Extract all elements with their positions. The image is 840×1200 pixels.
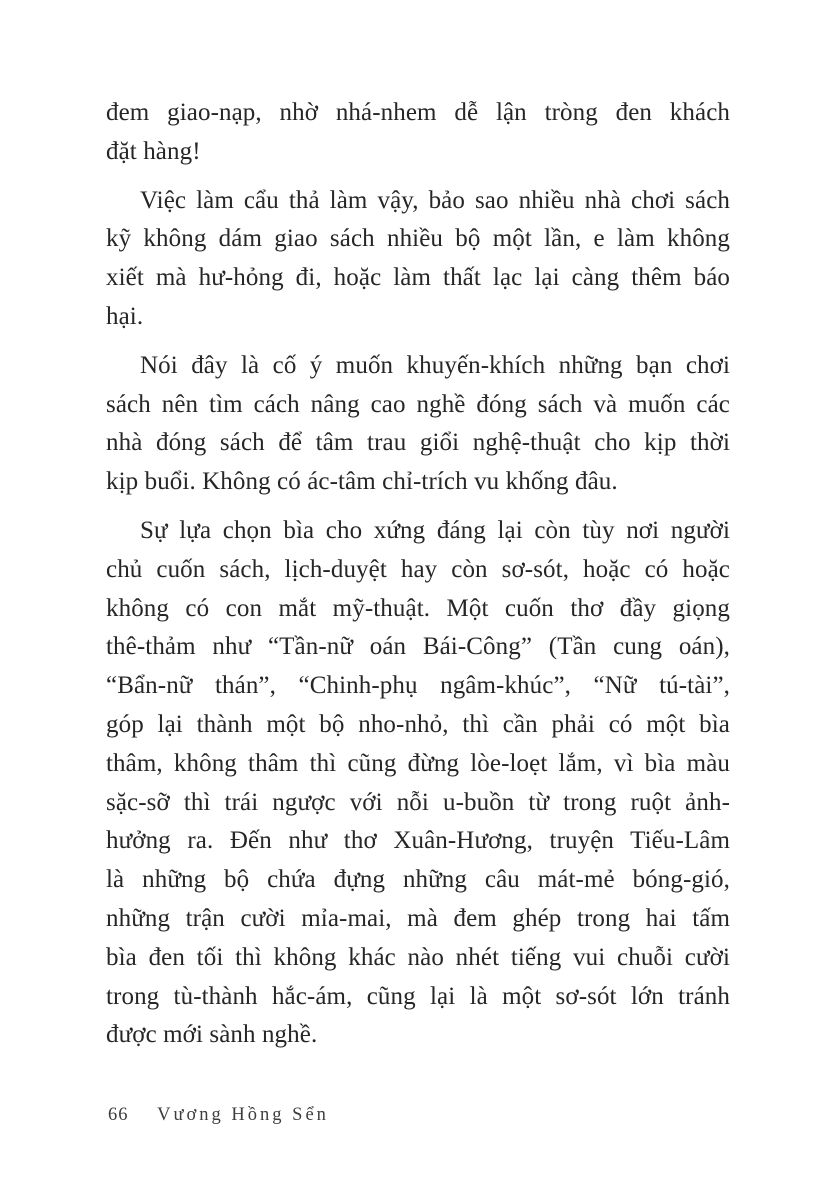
text-line: bìa đen tối thì không khác nào nhét tiếng vui chuỗi cười [106,943,730,971]
text-line: nhà đóng sách để tâm trau giổi nghệ-thuật cho kịp thời [106,429,730,457]
page-number: 66 [108,1105,129,1125]
text-line: đặt hàng! [106,137,201,165]
text-line: được mới sành nghề. [106,1021,318,1049]
text-line: kịp buổi. Không có ác-tâm chỉ-trích vu khống đâu. [106,468,618,496]
paragraph [106,512,730,1055]
text-line: sặc-sỡ thì trái ngược với nỗi u-buồn từ trong ruột ảnh- [106,788,730,816]
text-line: hưởng ra. Đến như thơ Xuân-Hương, truyện Tiếu-Lâm [106,827,730,855]
text-line: xiết mà hư-hỏng đi, hoặc làm thất lạc lại càng thêm báo [106,264,730,292]
text-line: Việc làm cẩu thả làm vậy, bảo sao nhiều nhà chơi sách [140,186,730,214]
text-line: góp lại thành một bộ nho-nhỏ, thì cần phải có một bìa [106,710,730,738]
text-line: trong tù-thành hắc-ám, cũng lại là một sơ-sót lớn tránh [106,982,730,1010]
text-line: là những bộ chứa đựng những câu mát-mẻ bóng-gió, [106,866,730,894]
text-line: không có con mắt mỹ-thuật. Một cuốn thơ đầy giọng [106,594,730,622]
paragraph [106,347,730,502]
running-footer-author: Vương Hồng Sển [157,1105,329,1125]
text-line: thâm, không thâm thì cũng đừng lòe-loẹt lắm, vì bìa màu [106,749,730,777]
page-footer [108,1103,329,1127]
text-line: sách nên tìm cách nâng cao nghề đóng sách và muốn các [106,390,730,418]
text-line: “Bẩn-nữ thán”, “Chinh-phụ ngâm-khúc”, “Nữ tú-tài”, [106,672,730,700]
text-line: chủ cuốn sách, lịch-duyệt hay còn sơ-sót, hoặc có hoặc [106,555,730,583]
text-line: Nói đây là cố ý muốn khuyến-khích những bạn chơi [140,351,730,379]
text-line: những trận cười mỉa-mai, mà đem ghép trong hai tấm [106,904,730,932]
text-line: Sự lựa chọn bìa cho xứng đáng lại còn tùy nơi người [140,516,730,544]
text-line: hại. [106,302,144,330]
text-block [106,94,730,1065]
paragraph [106,182,730,337]
text-line: kỹ không dám giao sách nhiều bộ một lần, e làm không [106,225,730,253]
text-line: thê-thảm như “Tần-nữ oán Bái-Công” (Tần cung oán), [106,633,730,661]
paragraph [106,94,730,172]
text-line: đem giao-nạp, nhờ nhá-nhem dễ lận tròng đen khách [106,99,730,126]
